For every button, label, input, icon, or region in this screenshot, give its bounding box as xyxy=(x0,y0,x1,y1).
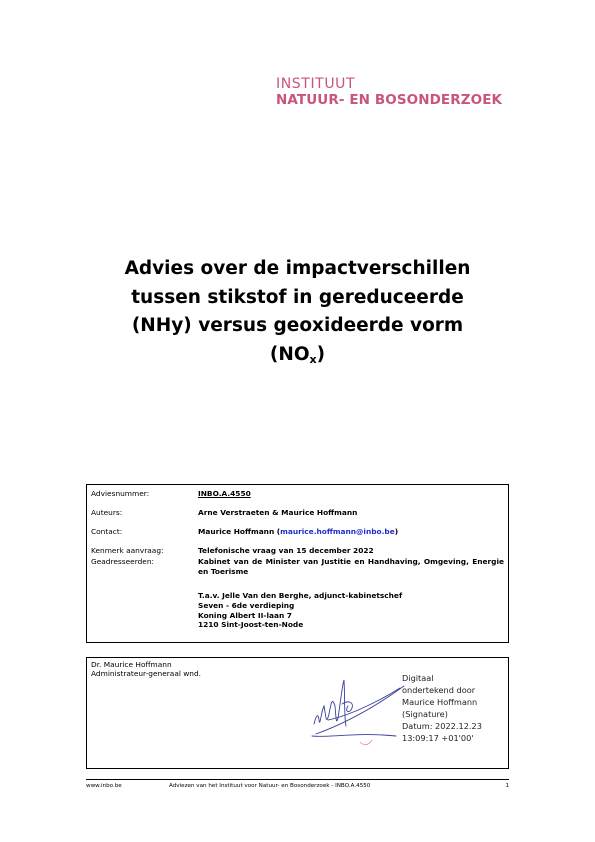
footer-page-number: 1 xyxy=(505,783,509,789)
advice-info-box xyxy=(86,484,509,643)
title-line-4 xyxy=(90,341,505,375)
contact-label: Contact: xyxy=(91,527,123,536)
address-line-2: Koning Albert II-laan 7 xyxy=(198,610,292,620)
title-line-3: (NHy) versus geoxideerde vorm xyxy=(131,315,464,336)
auteurs-value: Arne Verstraeten & Maurice Hoffmann xyxy=(198,508,358,517)
digital-sign-line-4: (Signature) xyxy=(402,709,448,719)
digital-sign-line-1: Digitaal xyxy=(402,673,434,683)
address-block xyxy=(91,591,504,630)
page-footer xyxy=(86,779,509,789)
digital-sign-line-5: Datum: 2022.12.23 xyxy=(402,721,482,731)
geadresseerden-value: Kabinet van de Minister van Justitie en Handhaving, Omgeving, Energie en Toerisme xyxy=(198,557,504,576)
kenmerk-label: Kenmerk aanvraag: xyxy=(91,546,164,555)
footer-site: www.inbo.be xyxy=(86,783,122,789)
signatory-role: Administrateur-generaal wnd. xyxy=(91,669,202,678)
address-line-1: Seven - 6de verdieping xyxy=(198,600,295,610)
digital-sign-line-6: 13:09:17 +01'00' xyxy=(402,733,474,743)
inbo-logo xyxy=(276,76,502,109)
title-line-4-main: (NO xyxy=(269,343,310,365)
contact-email-link[interactable]: maurice.hoffmann@inbo.be xyxy=(280,527,395,536)
title-subscript: x xyxy=(309,352,317,366)
adviesnummer-value: INBO.A.4550 xyxy=(198,489,251,498)
logo-line-1: INSTITUUT xyxy=(276,76,356,92)
title-line-4-end: ) xyxy=(316,343,326,365)
address-line-3: 1210 Sint-Joost-ten-Node xyxy=(198,620,304,630)
document-title xyxy=(90,255,505,374)
auteurs-label: Auteurs: xyxy=(91,508,123,517)
contact-end: ) xyxy=(394,527,399,536)
signatory-name: Dr. Maurice Hoffmann xyxy=(91,660,172,669)
contact-name: Maurice Hoffmann ( xyxy=(198,527,281,536)
tav-line: T.a.v. Jelle Van den Berghe, adjunct-kabinetschef xyxy=(198,591,403,600)
logo-line-2: NATUUR- EN BOSONDERZOEK xyxy=(276,92,503,108)
adviesnummer-label: Adviesnummer: xyxy=(91,489,150,498)
title-line-1: Advies over de impactverschillen xyxy=(124,258,471,279)
digital-sign-line-2: ondertekend door xyxy=(402,685,476,695)
kenmerk-value: Telefonische vraag van 15 december 2022 xyxy=(198,546,374,555)
handwritten-signature-icon xyxy=(308,676,408,748)
footer-text: Adviezen van het Instituut voor Natuur- en Bosonderzoek - INBO.A.4550 xyxy=(169,783,371,789)
digital-signature-text xyxy=(402,672,482,744)
digital-sign-line-3: Maurice Hoffmann xyxy=(402,697,478,707)
geadresseerden-label: Geadresseerden: xyxy=(91,557,155,566)
title-line-2: tussen stikstof in gereduceerde xyxy=(131,286,464,308)
